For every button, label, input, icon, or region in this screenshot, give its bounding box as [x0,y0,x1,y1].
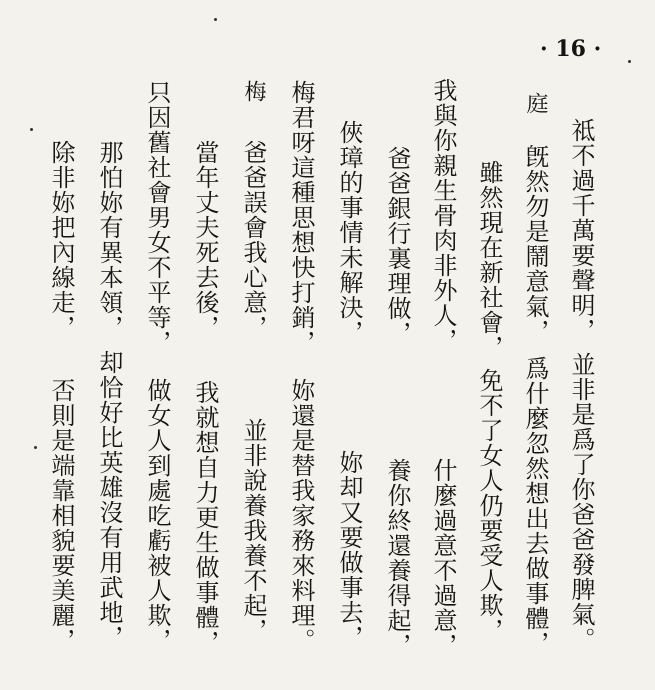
speaker-mei: 梅 [241,80,266,103]
speaker-ting: 庭 [523,92,548,115]
upper-line-11: 那怕妳有異本領， [95,140,123,340]
print-speck [34,446,37,449]
lower-line-4: 什麼過意不過意， [429,458,457,658]
upper-line-6: 俠璋的事情未解決， [335,120,363,345]
lower-line-1: 並非是爲了你爸爸發脾氣。 [567,352,595,652]
upper-line-9: 當年丈夫死去後， [191,140,219,340]
lower-line-6: 妳却又要做事去， [335,450,363,650]
lower-line-3: 免不了女人仍要受人欺， [475,368,503,643]
lower-line-10: 我就想自力更生做事體， [191,380,219,655]
upper-line-7: 梅君呀這種思想快打銷， [287,80,315,355]
lower-line-9: 並非說養我養不起， [239,418,267,643]
upper-line-4: 我與你親生骨肉非外人， [429,78,457,353]
upper-line-3: 雖然現在新社會， [475,160,503,360]
print-speck [30,128,33,131]
upper-line-1: 祗不過千萬要聲明， [567,118,595,343]
lower-line-12: 却恰好比英雄沒有用武地， [95,350,123,650]
print-speck [628,60,631,63]
upper-line-5: 爸爸銀行裏理做， [383,146,411,346]
upper-line-12: 除非妳把內線走， [47,140,75,340]
page-number: · 16 · [540,36,602,62]
lower-line-11: 做女人到處吃虧被人欺， [143,378,171,653]
upper-line-10: 只因舊社會男女不平等， [143,80,171,355]
upper-line-2: 旣然勿是鬧意氣， [521,144,549,344]
print-speck [214,18,217,21]
lower-line-5: 養你終還養得起， [383,458,411,658]
lower-line-13: 否則是端靠相貌要美麗， [47,378,75,653]
lower-line-2: 爲什麼忽然想出去做事體， [521,356,549,656]
lower-line-8: 妳還是替我家務來料理。 [287,378,315,653]
upper-line-8: 爸爸誤會我心意， [239,140,267,340]
